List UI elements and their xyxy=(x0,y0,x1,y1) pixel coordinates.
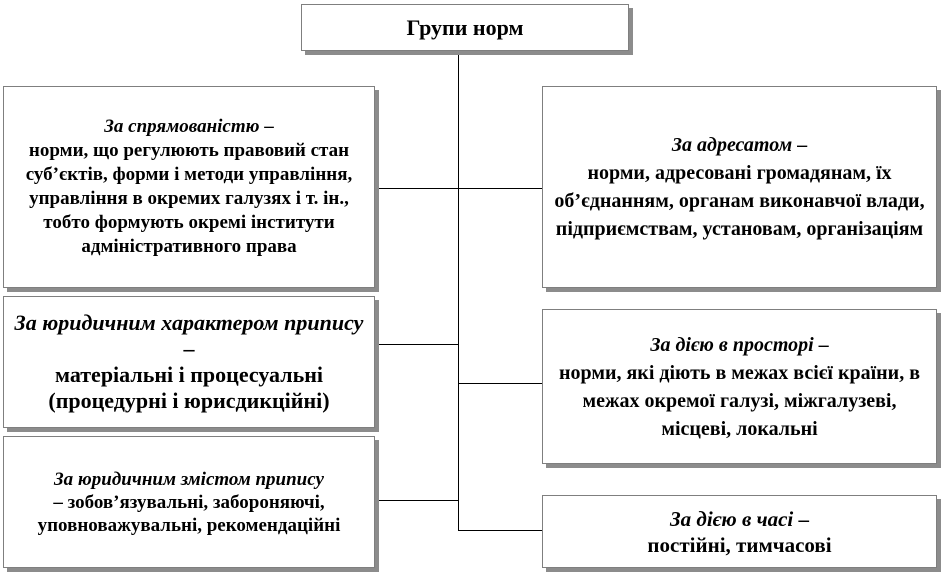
group-legal-content-box xyxy=(3,436,375,568)
group-time-dash: – xyxy=(793,506,810,531)
group-space-heading xyxy=(650,331,828,359)
group-space-body: норми, які діють в межах всієї країни, в межах окремої галузі, міжгалузеві, місцеві, локальні xyxy=(558,361,920,440)
group-addressee-heading xyxy=(672,131,807,159)
group-direction-body: норми, що регулюють правовий стан суб’єктів, форми і методи управління, управління в окремих галузях і т. ін., тобто формують окремі інститути адміністративного права xyxy=(25,140,353,257)
group-legal-content-body: – зобов’язувальні, забороняючі, уповноважувальні, рекомендаційні xyxy=(37,491,341,536)
connector-legal-character xyxy=(375,344,459,345)
group-direction-head: За спрямованістю xyxy=(104,116,260,137)
group-direction-heading xyxy=(104,115,274,139)
group-addressee-body: норми, адресовані громадянам, їх об’єднанням, органам виконавчої влади, підприємствам, установам, організаціям xyxy=(554,162,925,240)
group-legal-character-head: За юридичним характером припису xyxy=(14,310,364,335)
group-space-box xyxy=(542,309,937,464)
group-time-heading xyxy=(670,506,809,532)
group-addressee-head: За адресатом xyxy=(671,134,793,156)
group-addressee-dash: – xyxy=(792,134,808,156)
group-time-body: постійні, тимчасові xyxy=(647,532,832,557)
group-legal-content-head: За юридичним змістом припису xyxy=(54,468,324,490)
group-time-box xyxy=(542,495,937,568)
group-legal-character-heading xyxy=(10,310,368,362)
group-space-head: За дією в просторі xyxy=(650,333,814,356)
group-legal-content-heading xyxy=(54,468,324,491)
group-space-dash: – xyxy=(813,333,829,356)
connector-direction xyxy=(375,188,459,189)
group-addressee-box xyxy=(542,86,937,288)
group-time-head: За дією в часі xyxy=(669,506,794,531)
connector-addressee xyxy=(458,188,542,189)
group-direction-dash: – xyxy=(259,116,274,137)
group-legal-character-dash: – xyxy=(183,336,195,361)
group-legal-character-body: матеріальні і процесуальні (процедурні і юрисдикційні) xyxy=(48,362,330,413)
diagram-title: Групи норм xyxy=(406,15,524,40)
connector-time xyxy=(458,530,542,531)
connector-trunk xyxy=(458,51,459,531)
connector-legal-content xyxy=(375,500,459,501)
title-box xyxy=(301,4,629,51)
group-direction-box xyxy=(3,86,375,288)
connector-space xyxy=(458,383,542,384)
group-legal-character-box xyxy=(3,296,375,428)
